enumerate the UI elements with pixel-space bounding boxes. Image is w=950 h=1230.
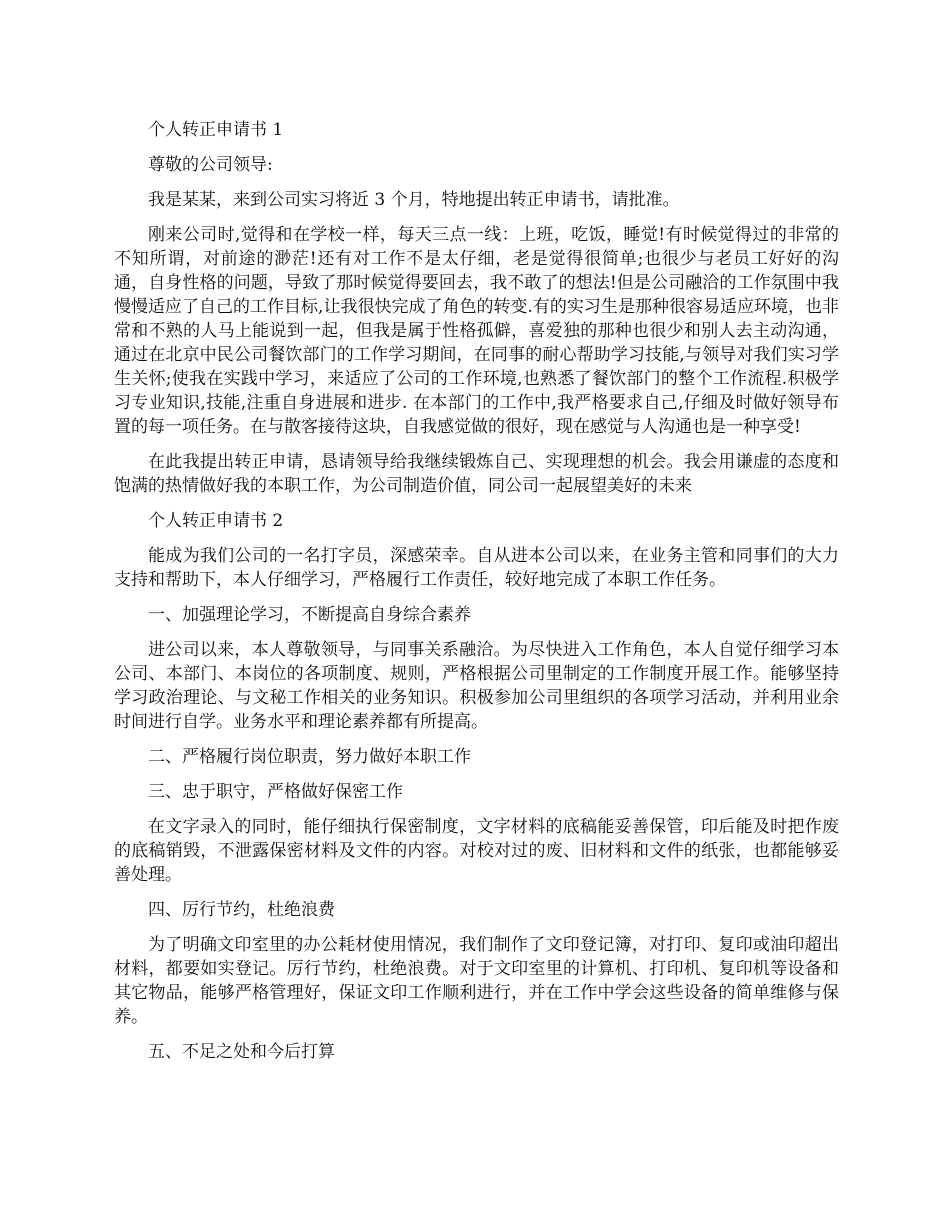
body-paragraph: 刚来公司时,觉得和在学校一样，每天三点一线：上班，吃饭，睡觉!有时候觉得过的非常的不知所谓，对前途的渺茫!还有对工作不是太仔细，老是觉得很简单;也很少与老员工好好的沟通，自身性格的问题，导致了那时候觉得要回去，我不敢了的想法!但是公司融洽的工作氛围中我慢慢适应了自己的工作目标,让我很快完成了角色的转变.有的实习生是那种很容易适应环境，也非常和不熟的人马上能说到一起，但我是属于性格孤僻，喜爱独的那种也很少和别人去主动沟通， 通过在北京中民公司餐饮部门的工作学习期间，在同事的耐心帮助学习技能,与领导对我们实习学生关怀;使我在实践中学习，来适应了公司的工作环境,也熟悉了餐饮部门的整个工作流程.积极学习专业知识,技能,注重自身进展和进步. 在本部门的工作中,我严格要求自己,仔细及时做好领导布置的每一项任务。在与散客接待这块，自我感觉做的很好，现在感觉与人沟通也是一种享受! bbox=[114, 225, 839, 437]
subsection-heading: 三、忠于职守，严格做好保密工作 bbox=[148, 782, 403, 802]
body-paragraph: 能成为我们公司的一名打字员，深感荣幸。自从进本公司以来，在业务主管和同事们的大力支持和帮助下，本人仔细学习，严格履行工作责任，较好地完成了本职工作任务。 bbox=[114, 546, 839, 590]
body-paragraph: 我是某某，来到公司实习将近 3 个月，特地提出转正申请书，请批准。 bbox=[148, 190, 680, 210]
body-paragraph: 为了明确文印室里的办公耗材使用情况，我们制作了文印登记簿，对打印、复印或油印超出材料，都要如实登记。厉行节约，杜绝浪费。对于文印室里的计算机、打印机、复印机等设备和其它物品，能够严格管理好，保证文印工作顺利进行，并在工作中学会这些设备的简单维修与保养。 bbox=[114, 935, 839, 1027]
body-paragraph: 在文字录入的同时，能仔细执行保密制度，文字材料的底稿能妥善保管，印后能及时把作废的底稿销毁，不泄露保密材料及文件的内容。对校对过的废、旧材料和文件的纸张，也都能够妥善处理。 bbox=[114, 817, 839, 885]
subsection-heading: 二、严格履行岗位职责，努力做好本职工作 bbox=[148, 747, 471, 767]
subsection-heading: 五、不足之处和今后打算 bbox=[148, 1042, 335, 1062]
body-paragraph: 进公司以来，本人尊敬领导，与同事关系融洽。为尽快进入工作角色，本人自觉仔细学习本公司、本部门、本岗位的各项制度、规则，严格根据公司里制定的工作制度开展工作。能够坚持学习政治理论、与文秘工作相关的业务知识。积极参加公司里组织的各项学习活动，并利用业余时间进行自学。业务水平和理论素养都有所提高。 bbox=[114, 640, 839, 732]
section-title: 个人转正申请书 2 bbox=[148, 511, 284, 531]
body-paragraph: 在此我提出转正申请，恳请领导给我继续锻炼自己、实现理想的机会。我会用谦虚的态度和饱满的热情做好我的本职工作，为公司制造价值，同公司一起展望美好的未来 bbox=[114, 452, 839, 496]
document-page bbox=[114, 118, 839, 1075]
subsection-heading: 一、加强理论学习，不断提高自身综合素养 bbox=[148, 605, 471, 625]
section-title: 个人转正申请书 1 bbox=[148, 120, 284, 140]
salutation: 尊敬的公司领导: bbox=[148, 155, 273, 175]
subsection-heading: 四、厉行节约，杜绝浪费 bbox=[148, 900, 335, 920]
